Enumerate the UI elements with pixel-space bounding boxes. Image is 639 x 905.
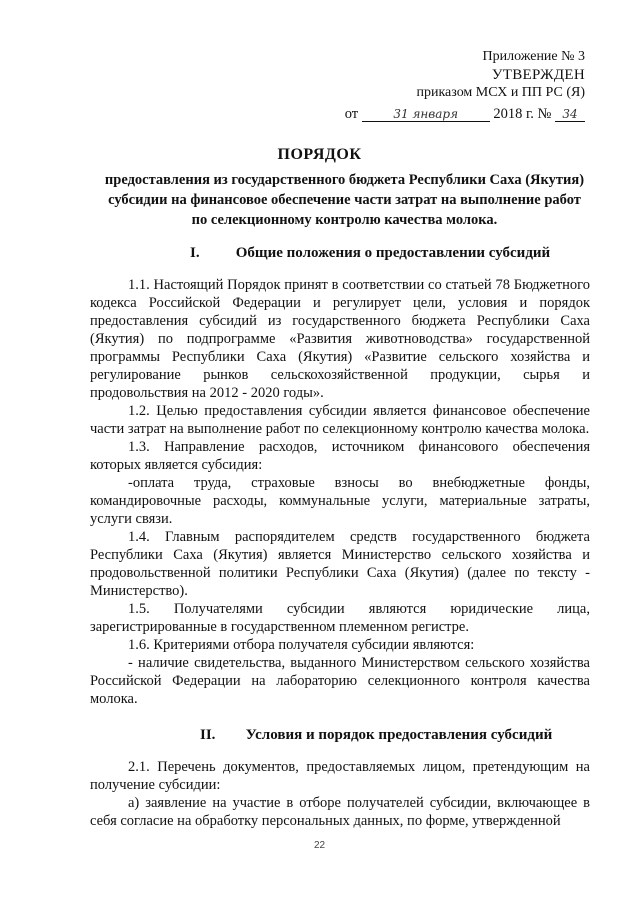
document-title: ПОРЯДОК [277,146,362,163]
appendix-block [416,48,585,102]
handwritten-date: 31 января [362,107,490,122]
from-label: от [344,106,359,122]
paragraph-1-3: 1.3. Направление расходов, источником финансового обеспечения которых является субсидия: [90,439,590,473]
paragraph-1-6-criterion: - наличие свидетельства, выданного Министерством сельского хозяйства Российской Федерации на лабораторию селекционного контроля качества молока. [90,655,590,707]
appendix-label: Приложение № 3 [482,49,585,64]
paragraph-1-4: 1.4. Главным распорядителем средств государственного бюджета Республики Саха (Якутия) является Министерство сельского хозяйства и продовольственной политики Республики Саха (Якутия) (далее по тексту - Министерство). [90,529,590,599]
paragraph-1-2: 1.2. Целью предоставления субсидии является финансовое обеспечение части затрат на выполнение работ по селекционному контролю качества молока. [90,403,590,437]
paragraph-2-1-a: а) заявление на участие в отборе получателей субсидии, включающее в себя согласие на обработку персональных данных, по форме, утвержденной [90,795,590,829]
section-2-title: Условия и порядок предоставления субсидий [245,727,553,743]
order-label: приказом МСХ и ПП РС (Я) [416,85,585,100]
handwritten-number: 34 [555,107,585,122]
approved-label: УТВЕРЖДЕН [491,67,585,83]
order-date-line [345,106,585,123]
section-2-body [90,758,590,830]
section-1-body [90,276,590,708]
section-2-number: II. [200,727,216,743]
paragraph-1-1: 1.1. Настоящий Порядок принят в соответствии со статьей 78 Бюджетного кодекса Российской Федерации и регулирует цели, условия и порядок предоставления субсидий из государственного бюджета Республики Саха (Якутия) по подпрограмме «Развития животноводства» государственной программы Республики Саха (Якутия) «Развитие сельского хозяйства и регулирование рынков сельскохозяйственной продукции, сырья и продовольствия на 2012 - 2020 годы». [90,277,590,401]
document-subtitle: предоставления из государственного бюджета Республики Саха (Якутия) субсидии на финансовое обеспечение части затрат на выполнение работ по селекционному контролю качества молока. [104,172,585,228]
section-1-number: I. [190,245,200,261]
page-number: 22 [313,840,326,851]
section-1-title: Общие положения о предоставлении субсидий [235,245,551,261]
order-year: 2018 г. № [493,106,552,122]
section-2-heading [200,727,552,744]
paragraph-2-1: 2.1. Перечень документов, предоставляемых лицом, претендующим на получение субсидии: [90,759,590,793]
paragraph-1-5: 1.5. Получателями субсидии являются юридические лица, зарегистрированные в государственном племенном регистре. [90,601,590,635]
section-1-heading [190,245,550,262]
paragraph-1-6: 1.6. Критериями отбора получателя субсидии являются: [128,637,475,653]
paragraph-1-3-list: -оплата труда, страховые взносы во внебюджетные фонды, командировочные расходы, коммунальные услуги, материальные затраты, услуги связи. [90,475,590,527]
